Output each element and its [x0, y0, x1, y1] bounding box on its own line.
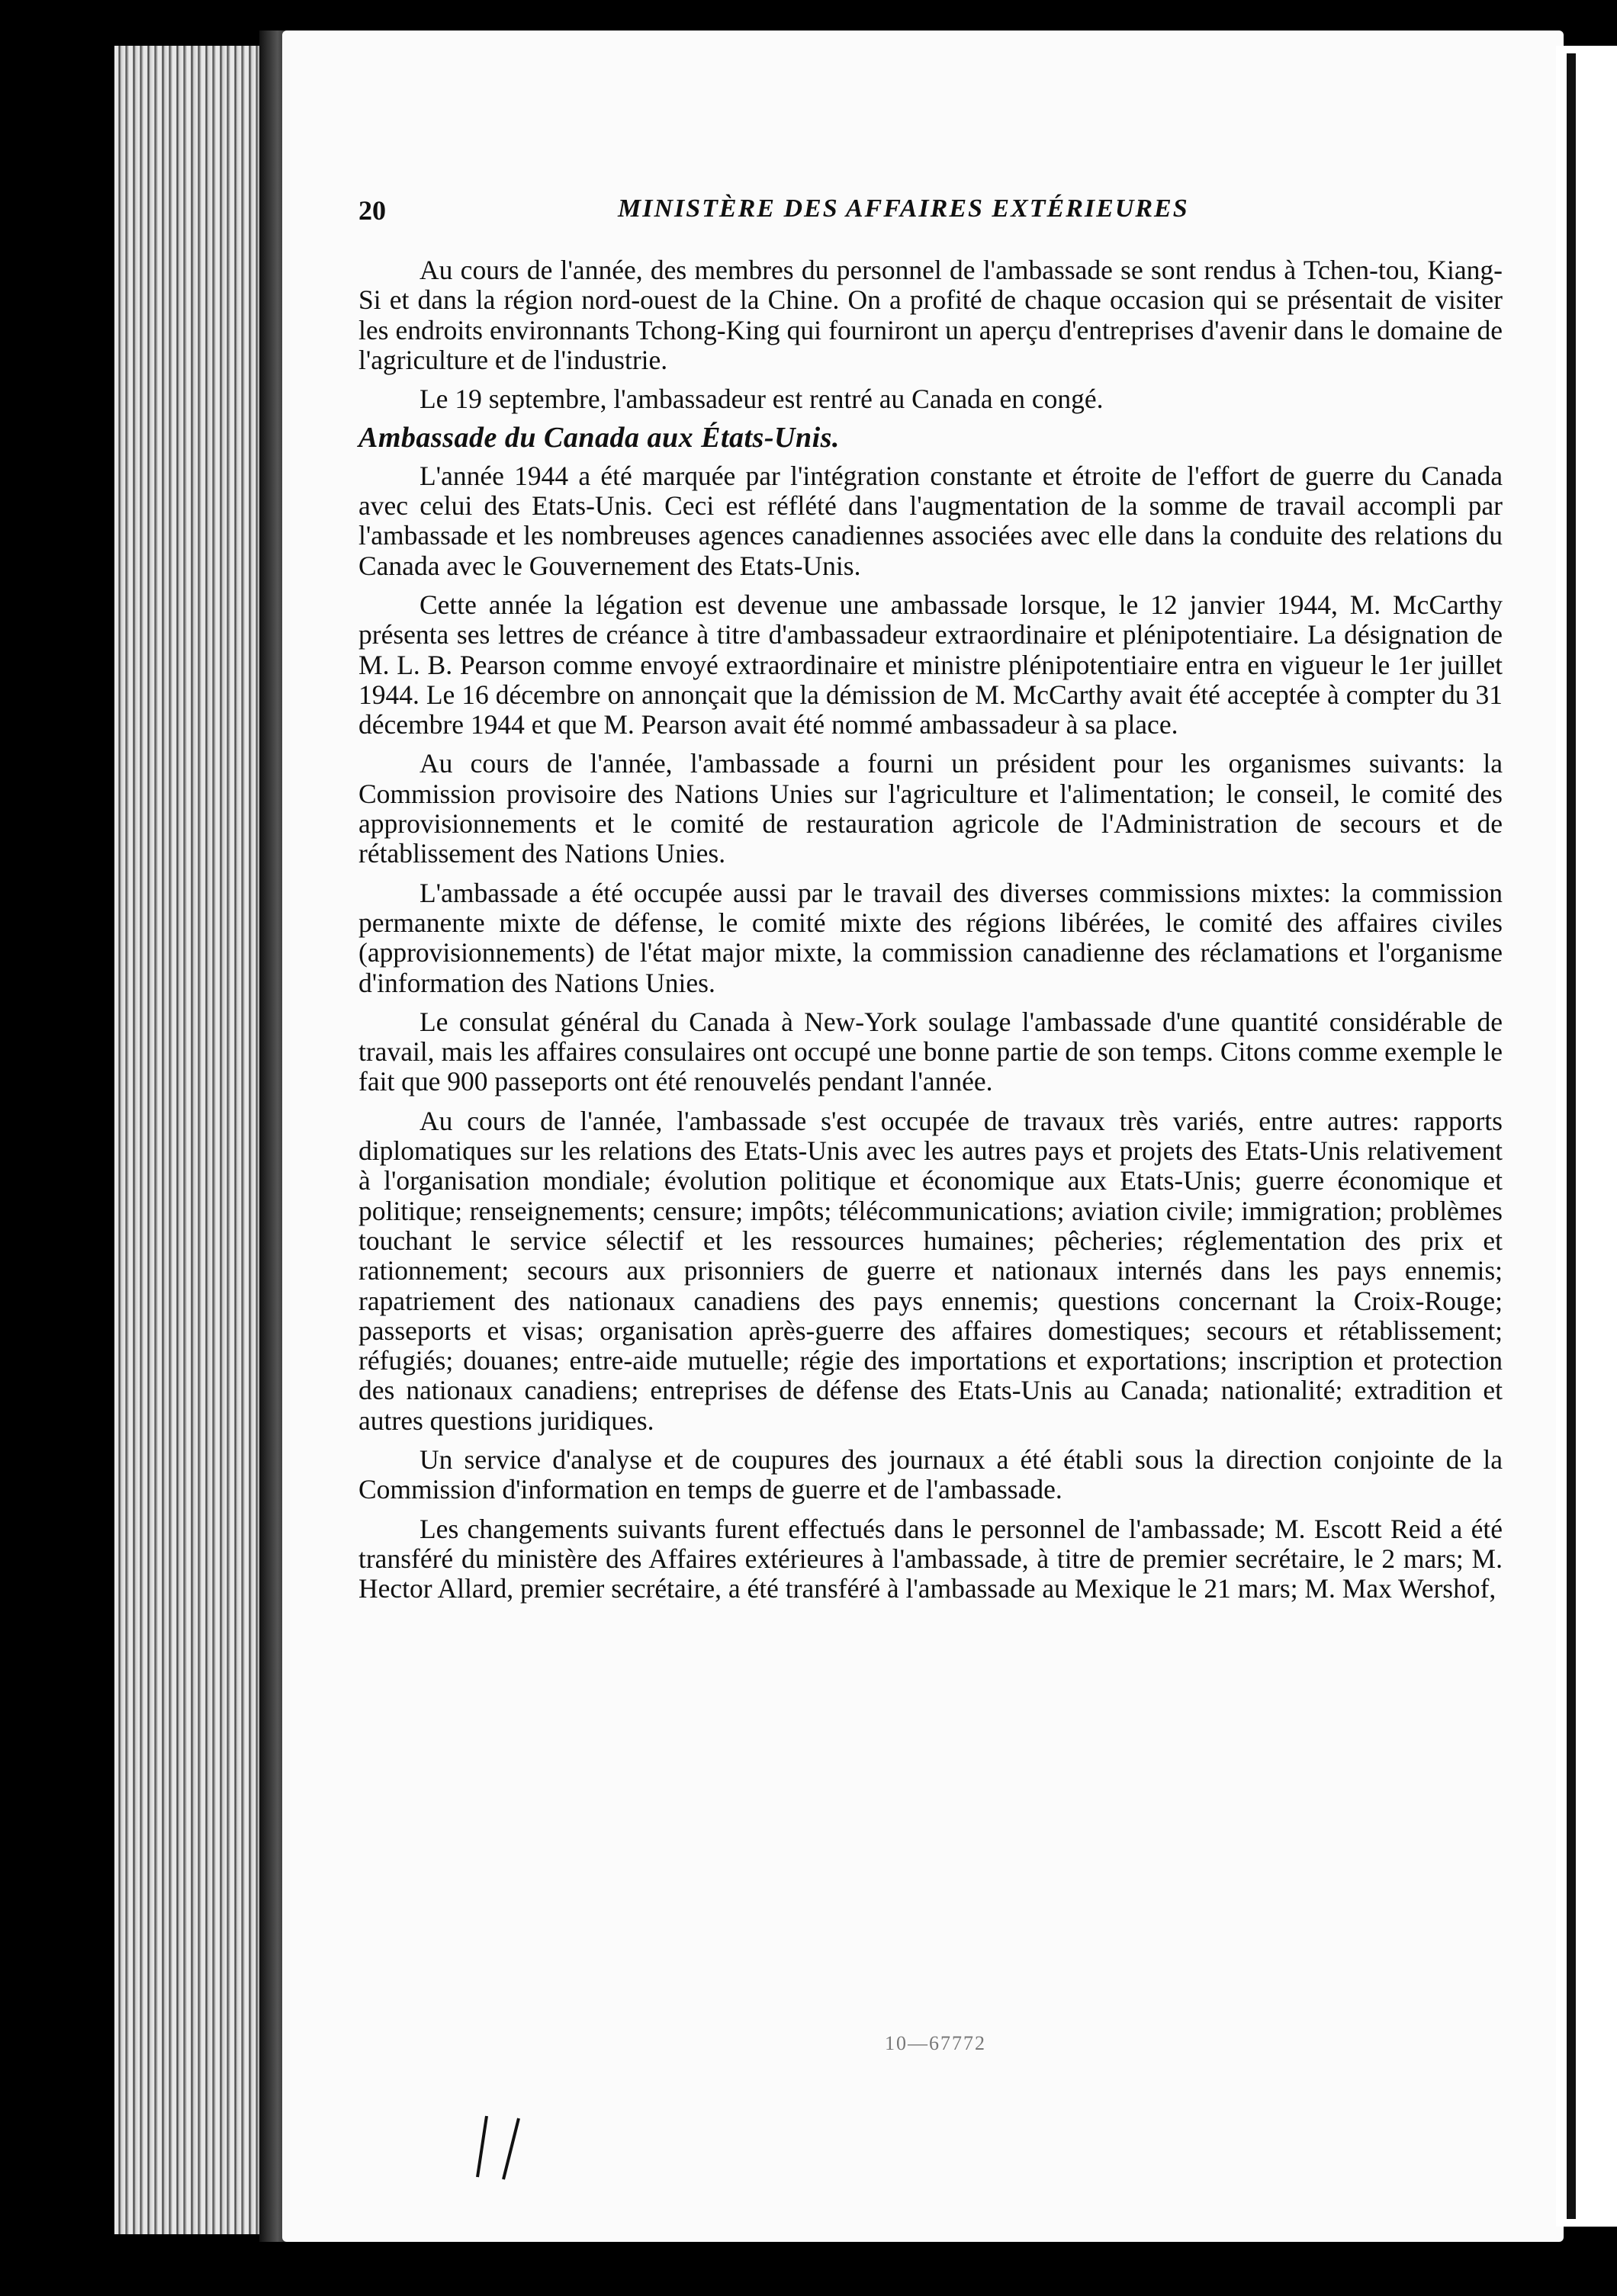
page-edge-line: [1567, 53, 1576, 2219]
pen-mark-icon: [473, 2112, 564, 2181]
page-header: [358, 194, 1503, 233]
paragraph: Au cours de l'année, l'ambassade a fourni un président pour les organismes suivants: la Commission provisoire des Nations Unies sur l'agriculture et l'alimentation; le conseil, le comité des approvisionnements et le comité de restauration agricole de l'Administration de secours et de rétablissement des Nations Unies.: [358, 748, 1503, 869]
page-number: 20: [358, 195, 386, 226]
paragraph: Les changements suivants furent effectués dans le personnel de l'ambassade; M. Escott Reid a été transféré du ministère des Affaires extérieures à l'ambassade, à titre de premier secrétaire, le 2 mars; M. Hector Allard, premier secrétaire, a été transféré à l'ambassade au Mexique le 21 mars; M. Max Wershof,: [358, 1513, 1503, 1604]
section-heading: Ambassade du Canada aux États-Unis.: [358, 422, 840, 454]
running-title: MINISTÈRE DES AFFAIRES EXTÉRIEURES: [618, 194, 1189, 223]
paragraph: L'année 1944 a été marquée par l'intégration constante et étroite de l'effort de guerre du Canada avec celui des Etats-Unis. Ceci est réflété dans l'augmentation de la somme de travail accompli par l'ambassade et les nombreuses agences canadiennes associées avec elle dans la conduite des relations du Canada avec le Gouvernement des Etats-Unis.: [358, 460, 1503, 581]
book-spine: [114, 46, 267, 2234]
printer-code: 10—67772: [885, 2032, 986, 2054]
paragraph: L'ambassade a été occupée aussi par le travail des diverses commissions mixtes: la commission permanente mixte de défense, le comité mixte des régions libérées, le comité des affaires civiles (approvisionnements) de l'état major mixte, la commission canadienne des réclamations et l'organisme d'information des Nations Unies.: [358, 877, 1503, 998]
paragraph: Au cours de l'année, des membres du personnel de l'ambassade se sont rendus à Tchen-tou, Kiang-Si et dans la région nord-ouest de la Chine. On a profité de chaque occasion qui se présentait de visiter les endroits environnants Tchong-King qui fourniront un aperçu d'entreprises d'avenir dans le domaine de l'agriculture et de l'industrie.: [358, 255, 1503, 375]
paragraph: Cette année la légation est devenue une ambassade lorsque, le 12 janvier 1944, M. McCarthy présenta ses lettres de créance à titre d'ambassadeur extraordinaire et plénipotentiaire. La désignation de M. L. B. Pearson comme envoyé extraordinaire et ministre plénipotentiaire entra en vigueur le 1er juillet 1944. Le 16 décembre on annonçait que la démission de M. McCarthy avait été acceptée à compter du 31 décembre 1944 et que M. Pearson avait été nommé ambassadeur à sa place.: [358, 589, 1503, 740]
page-body: [358, 255, 1503, 1613]
paragraph: Un service d'analyse et de coupures des journaux a été établi sous la direction conjointe de la Commission d'information en temps de guerre et de l'ambassade.: [358, 1443, 1503, 1505]
next-page-edge: [1556, 46, 1617, 2227]
paragraph: Le 19 septembre, l'ambassadeur est rentré au Canada en congé.: [420, 384, 1104, 415]
paragraph: Au cours de l'année, l'ambassade s'est occupée de travaux très variés, entre autres: rapports diplomatiques sur les relations des Etats-Unis avec les autres pays et projets des Etats-Unis relativement à l'organisation mondiale; évolution politique et économique aux Etats-Unis; guerre économique et politique; renseignements; censure; impôts; télécommunications; aviation civile; immigration; problèmes touchant le service sélectif et les ressources humaines; pêcheries; réglementation des prix et rationnement; secours aux prisonniers de guerre et nationaux internés dans les pays ennemis; rapatriement des nationaux canadiens des pays ennemis; questions concernant la Croix-Rouge; passeports et visas; organisation après-guerre des affaires domestiques; secours et rétablissement; réfugiés; douanes; entre-aide mutuelle; régie des importations et exportations; inscription et protection des nationaux canadiens; entreprises de défense des Etats-Unis au Canada; nationalité; extradition et autres questions juridiques.: [358, 1105, 1503, 1436]
paragraph: Le consulat général du Canada à New-York soulage l'ambassade d'une quantité considérable de travail, mais les affaires consulaires ont occupé une bonne partie de son temps. Citons comme exemple le fait que 900 passeports ont été renouvelés pendant l'année.: [358, 1006, 1503, 1097]
